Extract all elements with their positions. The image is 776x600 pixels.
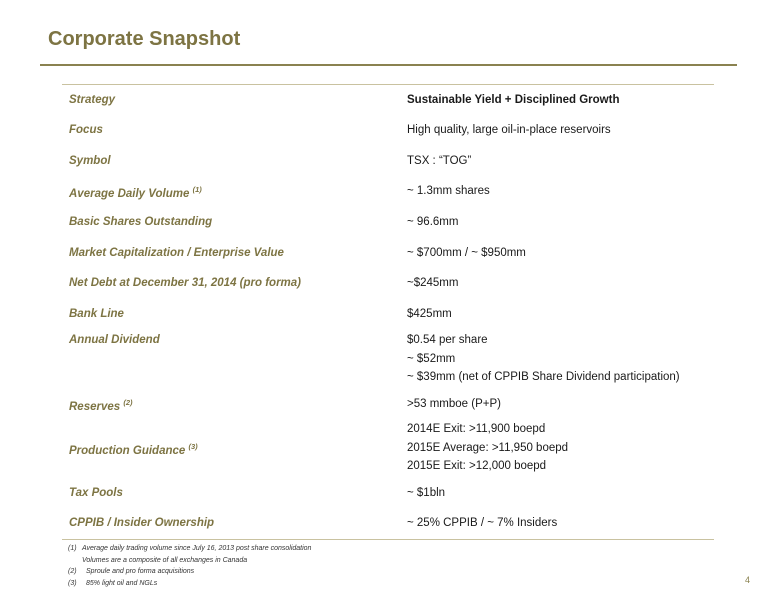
row-value-tax-pools: ~ $1bln [407, 487, 446, 499]
page-number: 4 [745, 575, 751, 585]
row-value-strategy: Sustainable Yield + Disciplined Growth [407, 94, 620, 106]
footnote-ref: (2) [123, 398, 133, 407]
row-label-symbol: Symbol [69, 155, 111, 167]
row-value-basic-shares: ~ 96.6mm [407, 216, 459, 228]
row-label-annual-dividend: Annual Dividend [69, 334, 160, 346]
row-value-production-2014-exit: 2014E Exit: >11,900 boepd [407, 423, 546, 435]
row-label-net-debt: Net Debt at December 31, 2014 (pro forma) [69, 277, 301, 289]
row-label-bank-line: Bank Line [69, 308, 124, 320]
row-value-net-debt: ~$245mm [407, 277, 459, 289]
footnote-3-number: (3) [68, 580, 77, 587]
footnote-2-text: Sproule and pro forma acquisitions [86, 568, 195, 575]
row-value-annual-dividend-per-share: $0.54 per share [407, 334, 488, 346]
row-label-average-daily-volume: Average Daily Volume $^{(1)}$ [69, 185, 202, 200]
row-value-average-daily-volume: ~ 1.3mm shares [407, 185, 490, 197]
table-top-rule [62, 84, 714, 85]
row-label-strategy: Strategy [69, 94, 116, 106]
footnote-3-text: 85% light oil and NGLs [86, 580, 158, 587]
row-label-basic-shares: Basic Shares Outstanding [69, 216, 213, 228]
row-value-ownership: ~ 25% CPPIB / ~ 7% Insiders [407, 517, 558, 529]
row-label-production-guidance: Production Guidance $^{(3)}$ [69, 442, 198, 457]
row-value-production-2015-exit: 2015E Exit: >12,000 boepd [407, 460, 547, 472]
table-bottom-rule [62, 539, 714, 540]
row-value-bank-line: $425mm [407, 308, 452, 320]
row-value-annual-dividend-total: ~ $52mm [407, 353, 456, 365]
footnote-1-text: Average daily trading volume since July 16, 2013 post share consolidation [82, 545, 312, 552]
row-label-market-cap: Market Capitalization / Enterprise Value [69, 247, 284, 259]
row-value-symbol: TSX : “TOG” [407, 155, 472, 167]
page-title: Corporate Snapshot [48, 28, 241, 50]
footnote-ref: (1) [192, 185, 202, 194]
row-label-reserves: Reserves $^{(2)}$ [69, 398, 133, 413]
row-label-tax-pools: Tax Pools [69, 487, 123, 499]
footnote-1-continuation: Volumes are a composite of all exchanges in Canada [82, 557, 248, 564]
row-label-focus: Focus [69, 124, 103, 136]
row-value-annual-dividend-net: ~ $39mm (net of CPPIB Share Dividend participation) [407, 371, 680, 383]
footnote-1-number: (1) [68, 545, 77, 552]
row-value-focus: High quality, large oil-in-place reservoirs [407, 124, 611, 136]
row-value-market-cap: ~ $700mm / ~ $950mm [407, 247, 526, 259]
row-value-production-2015-average: 2015E Average: >11,950 boepd [407, 442, 569, 454]
footnote-2-number: (2) [68, 568, 77, 575]
footnote-ref: (3) [188, 442, 198, 451]
row-value-reserves: >53 mmboe (P+P) [407, 398, 501, 410]
title-divider [40, 64, 737, 66]
row-label-ownership: CPPIB / Insider Ownership [69, 517, 215, 529]
